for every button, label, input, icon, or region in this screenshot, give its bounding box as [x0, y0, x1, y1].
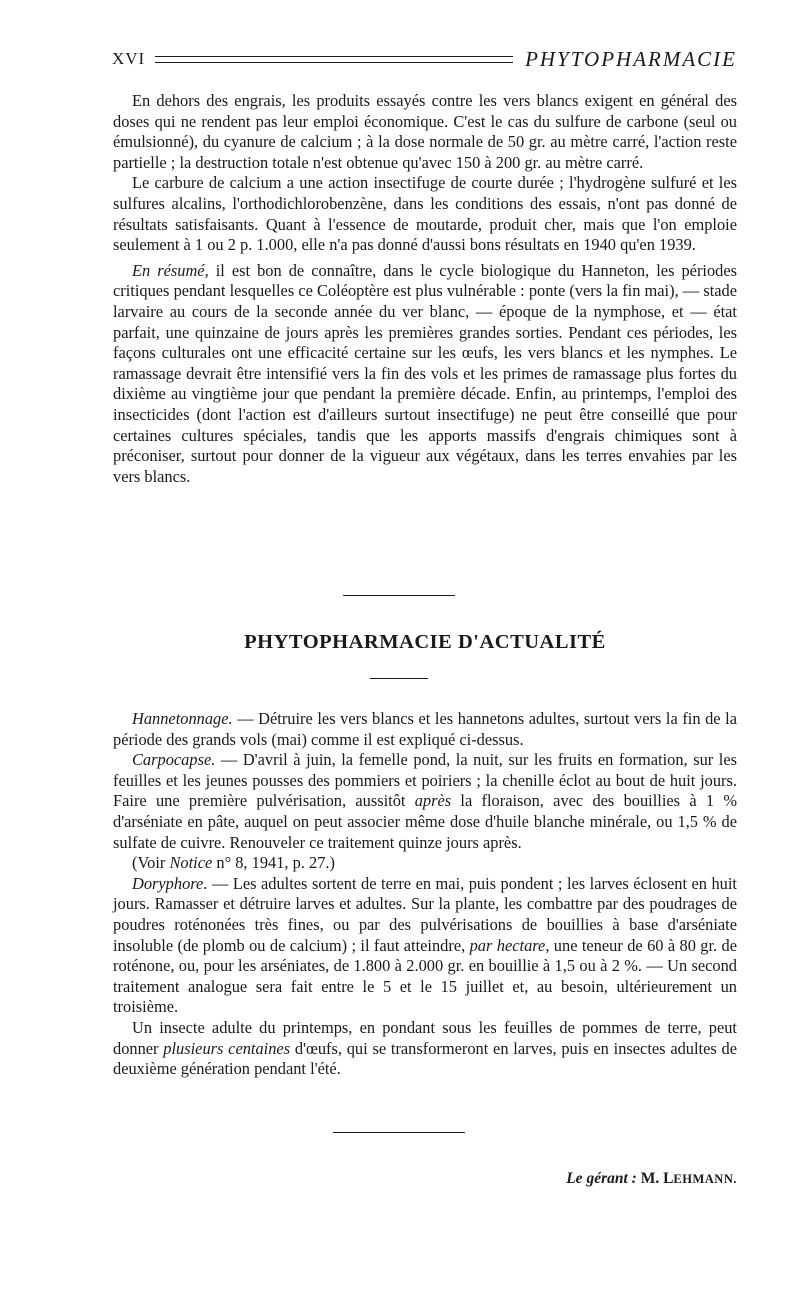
- paragraph-doryphore: [113, 874, 737, 1018]
- paragraph-carpocapse: [113, 750, 737, 853]
- last-text-a: Un insecte adulte du printemps, en pondant sous les feuilles de pommes de terre, peut donner: [113, 1017, 737, 1058]
- paragraph-hannetonnage: [113, 709, 737, 750]
- separator-rule-2: [370, 678, 428, 679]
- term-hannetonnage: Hannetonnage.: [132, 709, 233, 728]
- paragraph-voir-notice: [113, 853, 737, 874]
- signature-name: [641, 1170, 737, 1187]
- running-title: PHYTOPHARMACIE: [525, 46, 737, 71]
- doryphore-text-a: — Les adultes sortent de terre en mai, puis pondent ; les larves éclosent en huit jours. Ramasser et détruire larves et adultes. Sur la plante, les combattre par des poudrages de poudres roténonées très fines, ou par des pulvérisations de bouillies à base d'arséniate insoluble (de plomb ou de calcium) ; il faut atteindre,: [113, 873, 737, 955]
- paragraph-summary: [113, 261, 737, 488]
- carpocapse-text-a: — D'avril à juin, la femelle pond, la nuit, sur les fruits en formation, sur les feuilles et les jeunes pousses des pommiers et poiriers ; la chenille éclot au bout de huit jours. Faire une première pulvérisation, aussitôt: [113, 750, 737, 811]
- actualite-section: [113, 709, 737, 1080]
- paragraph-intro-1: En dehors des engrais, les produits essayés contre les vers blancs exigent en général des doses qui ne rendent pas leur emploi économique. C'est le cas du sulfure de carbone (seul ou émulsionné), du cyanure de calcium ; à la dose normale de 50 gr. au mètre carré, l'action reste partielle ; la destruction totale n'est obtenue qu'avec 150 à 200 gr. au mètre carré.: [113, 91, 737, 172]
- section-title: PHYTOPHARMACIE D'ACTUALITÉ: [244, 631, 606, 653]
- separator-rule-3: [333, 1132, 465, 1133]
- separator-rule-1: [343, 595, 455, 596]
- summary-text: il est bon de connaître, dans le cycle biologique du Hanneton, les périodes critiques pendant lesquelles ce Coléoptère est plus vulnérable : ponte (vers la fin mai), — stade larvaire au cours de la seconde année du ver blanc, — époque de la nymphose, et — état parfait, une quinzaine de jours après les premières grandes sorties. Pendant ces périodes, les façons culturales ont une efficacité certaine sur les œufs, les vers blancs et les nymphes. Le ramassage devrait être intensifié vers la fin des vols et les primes de ramassage plus fortes du dixième au vingtième jour que pendant la première décade. Enfin, au printemps, l'emploi des insecticides (dont l'action est d'ailleurs surtout insectifuge) ne peut être conseillé que pour certaines cultures spéciales, tandis que les apports massifs d'engrais chimiques sont à préconiser, surtout pour donner de la vigueur aux végétaux, dans les terres envahies par les vers blancs.: [113, 260, 738, 486]
- intro-section: [113, 91, 737, 487]
- header-rule: [155, 56, 513, 63]
- signature-name-rest: EHMANN.: [673, 1172, 737, 1186]
- last-text-b: d'œufs, qui se transformeront en larves, puis en insectes adultes de deuxième génération pendant l'été.: [113, 1038, 737, 1079]
- voir-notice: Notice: [169, 853, 213, 873]
- running-header: [112, 44, 737, 74]
- hannetonnage-text: — Détruire les vers blancs et les hannetons adultes, surtout vers la fin de la période des grands vols (mai) comme il est expliqué ci-dessus.: [113, 709, 737, 749]
- term-carpocapse: Carpocapse.: [132, 750, 216, 770]
- doryphore-text-b: , une teneur de 60 à 80 gr. de roténone, ou, pour les arséniates, de 1.800 à 2.000 gr. en bouillie à 1,5 ou à 2 %. — Un second traitement analogue sera fait entre le 5 et le 15 juillet et, au besoin, ultérieurement un troisième.: [113, 935, 738, 1017]
- voir-rest: n° 8, 1941, p. 27.): [212, 853, 335, 873]
- carpocapse-text-b: la floraison, avec des bouillies à 1 % d'arséniate en pâte, auquel on peut associer même dose d'huile blanche minérale, ou 1,5 % de sulfate de cuivre. Renouveler ce traitement quinze jours après.: [113, 791, 737, 852]
- signature-label: Le gérant :: [566, 1170, 637, 1187]
- doryphore-par-hectare: par hectare: [469, 935, 546, 955]
- signature-line: [430, 1170, 737, 1188]
- term-doryphore: Doryphore.: [132, 873, 208, 893]
- voir-open: (Voir: [132, 853, 170, 873]
- summary-lead: En résumé,: [132, 260, 209, 280]
- page-number: XVI: [112, 49, 146, 68]
- signature-initial: M. L: [640, 1170, 674, 1187]
- paragraph-insecte-adulte: [113, 1018, 737, 1080]
- carpocapse-apres: après: [414, 791, 452, 811]
- paragraph-intro-2: Le carbure de calcium a une action insectifuge de courte durée ; l'hydrogène sulfuré et les sulfures alcalins, l'orthodichlorobenzène, dans les conditions des essais, n'ont pas donné de résultats satisfaisants. Quant à l'essence de moutarde, produit cher, mais que l'on emploie seulement à 1 ou 2 p. 1.000, elle n'a pas donné d'aussi bons résultats en 1940 qu'en 1939.: [113, 173, 737, 255]
- last-plusieurs: plusieurs centaines: [163, 1038, 291, 1058]
